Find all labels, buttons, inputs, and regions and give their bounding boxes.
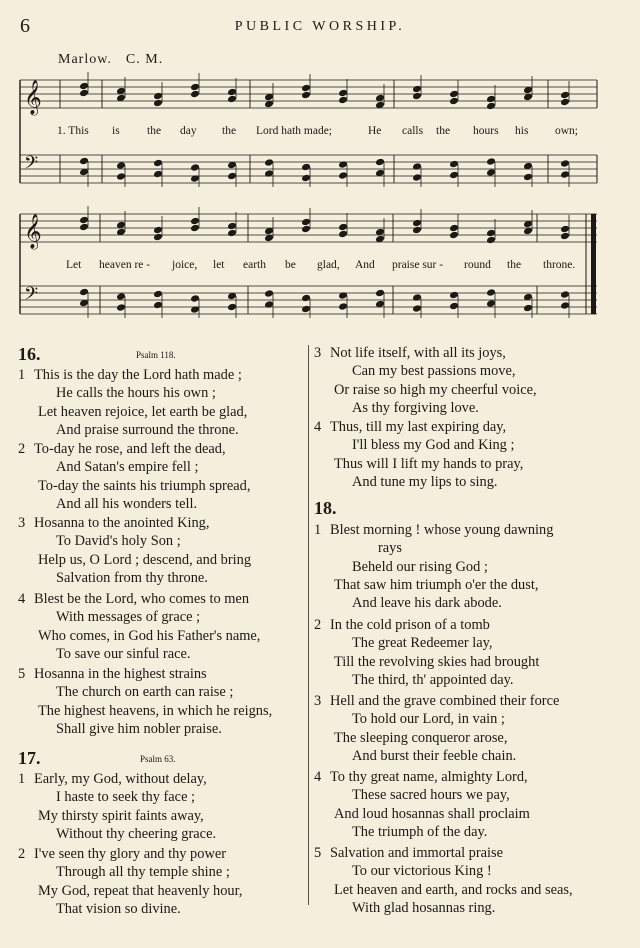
- stanza-line: And Satan's empire fell ;: [56, 459, 199, 476]
- note-head: [560, 159, 570, 168]
- stanza-line: [18, 366, 247, 384]
- stanza-line: [18, 590, 260, 608]
- note-head: [116, 303, 126, 312]
- note-head: [116, 172, 126, 181]
- note-head: [486, 168, 496, 177]
- psalm-reference: Psalm 118.: [136, 350, 176, 360]
- stanza-line: Till the revolving skies had brought: [334, 653, 540, 670]
- note-head: [523, 304, 533, 313]
- stanza-line: To hold our Lord, in vain ;: [352, 711, 505, 728]
- note-head: [412, 219, 422, 228]
- stanza-line: [18, 440, 250, 458]
- stanza-number: 3: [314, 345, 322, 361]
- lyric-1-9: the: [436, 125, 451, 137]
- lyric-2-8: And: [355, 259, 375, 271]
- hymn-number: 16.: [18, 344, 41, 364]
- note-head: [338, 223, 348, 232]
- stanza-line: To our victorious King !: [352, 863, 492, 880]
- note-head: [338, 302, 348, 311]
- note-head: [375, 158, 385, 167]
- stanza-line: The great Redeemer lay,: [352, 635, 493, 652]
- stanza-line: That saw him triumph o'er the dust,: [334, 576, 539, 593]
- note-head: [560, 91, 570, 100]
- note-head: [449, 291, 459, 300]
- stanza-number: 3: [18, 515, 26, 531]
- stanza: [18, 514, 251, 587]
- stanza-line: [18, 514, 251, 532]
- lyric-1-12: own;: [555, 125, 578, 137]
- lyric-1-11: his: [515, 125, 529, 137]
- lyric-2-5: earth: [243, 259, 266, 271]
- stanza: [314, 692, 559, 765]
- stanza-number: 2: [18, 441, 26, 457]
- stanza-line: [314, 418, 523, 436]
- note-head: [560, 98, 570, 107]
- note-head: [486, 229, 496, 238]
- note-head: [264, 169, 274, 178]
- tune-name: Marlow.: [58, 52, 112, 67]
- stanza-number: 4: [18, 591, 26, 607]
- lyric-2-9: praise sur -: [392, 259, 444, 271]
- note-head: [301, 163, 311, 172]
- stanza-line: And leave his dark abode.: [352, 595, 502, 612]
- lyric-2-1: Let: [66, 259, 82, 271]
- stanza-line: And burst their feeble chain.: [352, 747, 517, 764]
- stanza-line: And tune my lips to sing.: [352, 473, 498, 490]
- note-head: [153, 233, 163, 242]
- stanza: [314, 768, 530, 841]
- lyric-1-4: day: [180, 125, 197, 137]
- verse-text: Blest be the Lord, who comes to men: [34, 591, 250, 607]
- note-head: [560, 225, 570, 234]
- stanza-number: 2: [314, 617, 322, 633]
- note-head: [227, 88, 237, 97]
- lyric-2-3: joice,: [172, 259, 198, 271]
- lyric-1-10: hours: [473, 125, 499, 137]
- lyric-2-4: let: [213, 259, 225, 271]
- note-head: [153, 226, 163, 235]
- stanza-number: 4: [314, 419, 322, 435]
- note-head: [79, 288, 89, 297]
- stanza: [314, 521, 553, 612]
- note-head: [338, 291, 348, 300]
- note-head: [227, 303, 237, 312]
- stanza-line: [314, 768, 530, 786]
- note-head: [449, 160, 459, 169]
- note-head: [449, 171, 459, 180]
- psalm-reference: Psalm 63.: [140, 754, 176, 764]
- stanza-line: Beheld our rising God ;: [352, 558, 488, 575]
- note-head: [153, 290, 163, 299]
- stanza: [18, 665, 272, 738]
- stanza-number: 5: [18, 666, 26, 682]
- note-head: [79, 82, 89, 91]
- bass-clef-icon: 𝄢: [24, 284, 39, 309]
- stanza-number: 1: [18, 367, 26, 383]
- stanza-line: Shall give him nobler praise.: [56, 720, 222, 737]
- note-head: [301, 174, 311, 183]
- note-head: [190, 294, 200, 303]
- note-head: [190, 224, 200, 233]
- lyric-1-2: is: [112, 125, 120, 137]
- stanza-line: Who comes, in God his Father's name,: [38, 627, 261, 644]
- note-head: [486, 102, 496, 111]
- note-head: [449, 90, 459, 99]
- stanza-line: My thirsty spirit faints away,: [38, 807, 204, 824]
- stanza-line: [314, 616, 539, 634]
- verse-text: Hell and the grave combined their force: [330, 693, 560, 709]
- stanza-line: Can my best passions move,: [352, 363, 516, 380]
- treble-clef-icon: 𝄞: [24, 214, 42, 249]
- note-head: [338, 89, 348, 98]
- stanza-line: These sacred hours we pay,: [352, 787, 510, 804]
- note-head: [190, 83, 200, 92]
- stanza-line: rays: [378, 540, 402, 557]
- note-head: [301, 218, 311, 227]
- note-head: [412, 92, 422, 101]
- stanza-line: With glad hosannas ring.: [352, 899, 496, 916]
- stanza-line: [314, 344, 537, 362]
- note-head: [153, 170, 163, 179]
- stanza-line: With messages of grace ;: [56, 609, 201, 626]
- note-head: [412, 85, 422, 94]
- note-head: [486, 299, 496, 308]
- note-head: [153, 159, 163, 168]
- verse-text: Thus, till my last expiring day,: [330, 419, 507, 435]
- stanza: [314, 418, 523, 491]
- note-head: [486, 157, 496, 166]
- note-head: [227, 95, 237, 104]
- stanza-line: To David's holy Son ;: [56, 533, 181, 550]
- note-head: [412, 293, 422, 302]
- stanza-line: To save our sinful race.: [56, 645, 191, 662]
- stanza-line: The highest heavens, in which he reigns,: [38, 702, 273, 719]
- stanza: [314, 616, 539, 689]
- lyric-2-11: the: [507, 259, 522, 271]
- stanza-line: Or raise so high my cheerful voice,: [334, 381, 537, 398]
- stanza-line: The triumph of the day.: [352, 823, 488, 840]
- note-head: [301, 225, 311, 234]
- verse-text: Not life itself, with all its joys,: [330, 345, 506, 361]
- note-head: [560, 232, 570, 241]
- stanza-number: 5: [314, 845, 322, 861]
- stanza-number: 1: [18, 771, 26, 787]
- note-head: [449, 231, 459, 240]
- lyric-2-12: throne.: [543, 259, 576, 271]
- lyric-1-3: the: [147, 125, 162, 137]
- lyric-1-6: Lord hath made;: [256, 125, 333, 137]
- stanza: [18, 366, 247, 439]
- note-head: [190, 217, 200, 226]
- verse-text: This is the day the Lord hath made ;: [34, 367, 242, 383]
- stanza-line: And loud hosannas shall proclaim: [334, 805, 530, 822]
- stanza-number: 2: [18, 846, 26, 862]
- column-rule: [308, 345, 309, 905]
- tune-meter: C. M.: [125, 52, 164, 67]
- stanza: [314, 344, 537, 417]
- note-head: [190, 163, 200, 172]
- stanza-line: The church on earth can raise ;: [56, 684, 234, 701]
- stanza-line: Salvation from thy throne.: [56, 569, 208, 586]
- note-head: [301, 91, 311, 100]
- note-head: [153, 92, 163, 101]
- stanza-line: Thus will I lift my hands to pray,: [334, 455, 524, 472]
- final-bar: [591, 214, 596, 314]
- stanza-line: My God, repeat that heavenly hour,: [38, 882, 243, 899]
- note-head: [264, 289, 274, 298]
- stanza-line: [18, 845, 242, 863]
- note-head: [301, 305, 311, 314]
- stanza-line: And all his wonders tell.: [56, 495, 198, 512]
- note-head: [153, 301, 163, 310]
- note-head: [412, 226, 422, 235]
- note-head: [264, 158, 274, 167]
- stanza: [18, 440, 250, 513]
- stanza-line: [18, 665, 272, 683]
- treble-clef-icon: 𝄞: [24, 80, 42, 115]
- note-head: [190, 90, 200, 99]
- lyric-2-2: heaven re -: [99, 259, 151, 271]
- stanza-line: That vision so divine.: [56, 900, 181, 917]
- music-score: [0, 0, 640, 330]
- note-head: [338, 230, 348, 239]
- stanza-number: 4: [314, 769, 322, 785]
- stanza-number: 1: [314, 522, 322, 538]
- note-head: [190, 305, 200, 314]
- verse-text: Early, my God, without delay,: [34, 771, 207, 787]
- note-head: [116, 161, 126, 170]
- stanza-number: 3: [314, 693, 322, 709]
- note-head: [227, 172, 237, 181]
- stanza-line: The sleeping conqueror arose,: [334, 729, 508, 746]
- note-head: [486, 288, 496, 297]
- stanza-line: The third, th' appointed day.: [352, 671, 514, 688]
- page-number: 6: [20, 15, 30, 37]
- note-head: [79, 89, 89, 98]
- lyric-2-7: glad,: [317, 259, 340, 271]
- verse-text: Hosanna to the anointed King,: [34, 515, 210, 531]
- note-head: [190, 174, 200, 183]
- stanza-line: To-day the saints his triumph spread,: [38, 477, 251, 494]
- note-head: [486, 95, 496, 104]
- verse-text: To-day he rose, and left the dead,: [34, 441, 226, 457]
- note-head: [79, 157, 89, 166]
- note-head: [560, 170, 570, 179]
- note-head: [486, 236, 496, 245]
- stanza-line: Let heaven rejoice, let earth be glad,: [38, 403, 248, 420]
- note-head: [523, 173, 533, 182]
- lyric-2-10: round: [464, 259, 491, 271]
- bass-clef-icon: 𝄢: [24, 153, 39, 178]
- note-head: [560, 301, 570, 310]
- verse-text: To thy great name, almighty Lord,: [330, 769, 528, 785]
- stanza-line: I haste to seek thy face ;: [56, 789, 196, 806]
- stanza: [18, 845, 242, 918]
- stanza-line: Help us, O Lord ; descend, and bring: [38, 551, 252, 568]
- stanza-line: He calls the hours his own ;: [56, 385, 216, 402]
- note-head: [338, 171, 348, 180]
- note-head: [375, 289, 385, 298]
- stanza-line: [314, 844, 573, 862]
- note-head: [449, 302, 459, 311]
- running-head: PUBLIC WORSHIP.: [234, 19, 406, 34]
- stanza-line: Without thy cheering grace.: [56, 825, 217, 842]
- stanza-line: [314, 692, 559, 710]
- note-head: [227, 229, 237, 238]
- note-head: [449, 97, 459, 106]
- verse-text: I've seen thy glory and thy power: [34, 846, 227, 862]
- stanza-line: [18, 770, 216, 788]
- note-head: [301, 294, 311, 303]
- hymn-number: 18.: [314, 498, 337, 518]
- stanza-line: As thy forgiving love.: [352, 399, 479, 416]
- note-head: [412, 304, 422, 313]
- stanza: [314, 844, 573, 917]
- lyric-2-6: be: [285, 259, 296, 271]
- stanza-line: I'll bless my God and King ;: [352, 437, 515, 454]
- stanza-line: [314, 521, 553, 539]
- verse-text: Hosanna in the highest strains: [34, 666, 207, 682]
- stanza-line: Through all thy temple shine ;: [56, 864, 230, 881]
- note-head: [79, 223, 89, 232]
- verse-text: In the cold prison of a tomb: [330, 617, 490, 633]
- note-head: [79, 216, 89, 225]
- verse-text: Blest morning ! whose young dawning: [330, 522, 554, 538]
- note-head: [264, 300, 274, 309]
- note-head: [412, 173, 422, 182]
- stanza-line: Let heaven and earth, and rocks and seas,: [334, 881, 573, 898]
- lyric-1-1: 1. This: [57, 125, 89, 137]
- lyric-1-8: calls: [402, 125, 424, 137]
- stanza: [18, 770, 216, 843]
- lyric-1-5: the: [222, 125, 237, 137]
- note-head: [116, 292, 126, 301]
- note-head: [560, 290, 570, 299]
- note-head: [412, 162, 422, 171]
- note-head: [301, 84, 311, 93]
- verse-text: Salvation and immortal praise: [330, 845, 504, 861]
- stanza: [18, 590, 260, 663]
- hymn-number: 17.: [18, 748, 41, 768]
- note-head: [227, 222, 237, 231]
- lyric-1-7: He: [368, 125, 382, 137]
- stanza-line: And praise surround the throne.: [56, 421, 239, 438]
- note-head: [449, 224, 459, 233]
- note-head: [153, 99, 163, 108]
- note-head: [338, 160, 348, 169]
- note-head: [338, 96, 348, 105]
